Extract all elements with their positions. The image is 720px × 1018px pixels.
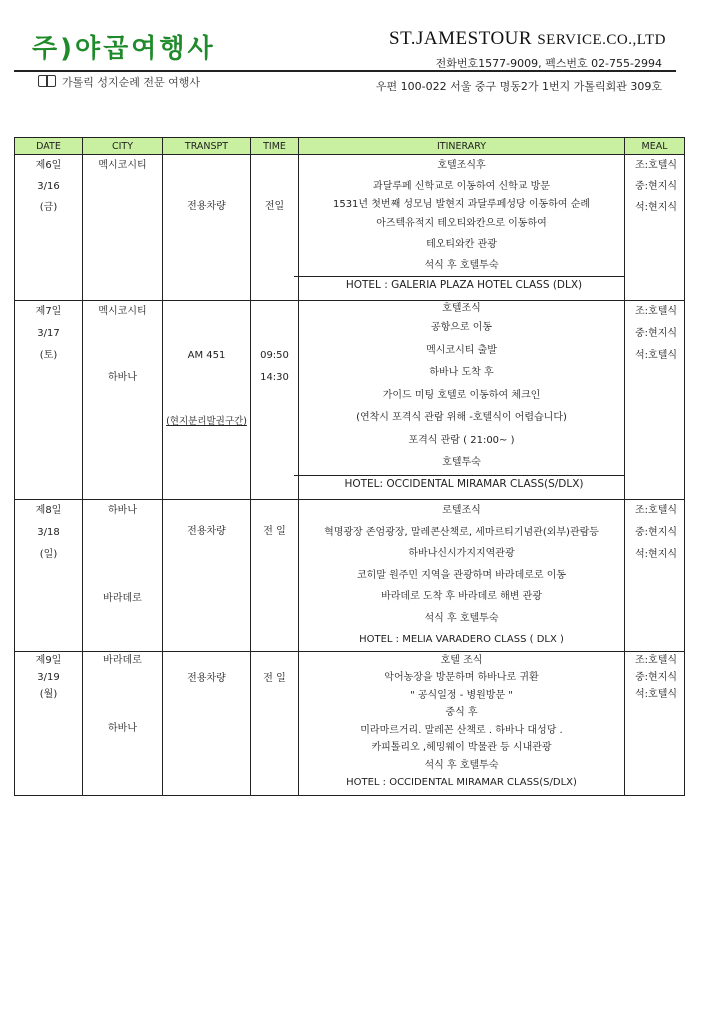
itinerary-line: 악어농장을 방문하며 하바나로 귀환 (384, 672, 539, 683)
header-transport: TRANSPT (163, 138, 251, 155)
date-cell (15, 301, 83, 500)
time-value: 전 일 (263, 672, 286, 684)
itinerary-line: 카피톨리오 ,헤밍웨이 박물관 등 시내관광 (371, 742, 552, 753)
itinerary-line: 호텔조식 (442, 303, 481, 314)
meal-dinner: 석:호텔식 (635, 688, 678, 700)
city-cell (83, 651, 163, 795)
city-name: 하바나 (108, 722, 137, 734)
date-day: 제8일 (35, 505, 62, 516)
itinerary-line: 석식 후 호텔투숙 (424, 759, 499, 771)
date-weekday: (토) (39, 350, 58, 361)
transport-value: 전용차량 (187, 201, 226, 212)
header-itinerary: ITINERARY (299, 138, 625, 155)
time-cell (251, 651, 299, 795)
time-cell (251, 500, 299, 652)
ticket-note: (현지분리발권구간) (166, 416, 247, 427)
meal-dinner: 석:현지식 (635, 202, 678, 213)
meal-cell (625, 651, 685, 795)
company-subtitle (38, 74, 200, 90)
flight-number: AM 451 (187, 350, 226, 361)
itinerary-line: 하바나 도착 후 (429, 367, 494, 378)
transport-cell (163, 651, 251, 795)
itinerary-line: 아즈텍유적지 테오티와칸으로 이동하여 (376, 218, 547, 229)
city-name: 하바나 (108, 372, 137, 383)
table-header-row (15, 138, 685, 155)
arrival-time: 14:30 (260, 372, 289, 383)
itinerary-cell (299, 500, 625, 652)
date-cell (15, 651, 83, 795)
date-day: 제7일 (35, 306, 62, 317)
meal-lunch: 중:현지식 (635, 671, 678, 683)
hotel-info: HOTEL: OCCIDENTAL MIRAMAR CLASS(S/DLX) (294, 475, 624, 492)
departure-time: 09:50 (260, 350, 289, 361)
table-row (15, 651, 685, 795)
meal-cell (625, 500, 685, 652)
itinerary-line: 로텔조식 (442, 505, 481, 516)
meal-lunch: 중:현지식 (635, 527, 678, 538)
meal-cell (625, 301, 685, 500)
company-logo: 주)야곱여행사 (32, 34, 216, 64)
itinerary-line: 공항으로 이동 (430, 322, 493, 333)
itinerary-line: 호텔 조식 (440, 654, 483, 666)
city-name: 멕시코시티 (98, 160, 147, 171)
header-meal: MEAL (625, 138, 685, 155)
date-date: 3/17 (37, 328, 60, 339)
time-value: 전 일 (263, 526, 286, 537)
itinerary-line: 과달루페 신학교로 이동하여 신학교 방문 (373, 181, 550, 192)
company-name-sub: SERVICE.CO.,LTD (537, 32, 666, 48)
header-date: DATE (15, 138, 83, 155)
meal-lunch: 중:현지식 (635, 328, 678, 339)
table-row (15, 155, 685, 301)
transport-cell (163, 155, 251, 301)
itinerary-line: 테오티와칸 관광 (426, 239, 497, 250)
meal-breakfast: 조:호텔식 (635, 160, 678, 171)
itinerary-line: " 공식일정 - 병원방문 " (410, 689, 513, 701)
time-value: 전일 (264, 201, 285, 212)
itinerary-line: 코히말 원주민 지역을 관광하며 바라데로로 이동 (356, 569, 567, 581)
city-name: 바라데로 (103, 654, 142, 666)
transport-cell (163, 500, 251, 652)
hotel-info: HOTEL : OCCIDENTAL MIRAMAR CLASS(S/DLX) (346, 777, 577, 788)
meal-breakfast: 조:호텔식 (635, 654, 678, 666)
meal-breakfast: 조:호텔식 (635, 306, 678, 317)
city-name: 멕시코시티 (98, 306, 147, 317)
header-time: TIME (251, 138, 299, 155)
itinerary-line: 석식 후 호텔투숙 (424, 260, 499, 271)
itinerary-table (14, 137, 685, 796)
itinerary-line: 호텔투숙 (442, 457, 481, 468)
itinerary-line: 1531년 첫번째 성모님 발현지 과달루페성당 이동하여 순례 (332, 199, 591, 210)
date-date: 3/18 (37, 527, 60, 538)
city-cell (83, 155, 163, 301)
transport-cell (163, 301, 251, 500)
table-row (15, 301, 685, 500)
company-name (389, 28, 666, 50)
date-weekday: (일) (39, 549, 58, 560)
date-weekday: (금) (39, 202, 58, 213)
itinerary-line: 미라마르거리. 말레꼰 산책로 . 하바나 대성당 . (360, 724, 563, 736)
meal-breakfast: 조:호텔식 (635, 505, 678, 516)
meal-dinner: 석:현지식 (635, 549, 678, 560)
itinerary-line: 가이드 미팅 호텔로 이동하여 체크인 (382, 389, 541, 401)
subtitle-text: 가톨릭 성지순례 전문 여행사 (62, 76, 201, 89)
meal-dinner: 석:호텔식 (635, 350, 678, 361)
book-icon (38, 75, 56, 87)
itinerary-line: 바라데로 도착 후 바라데로 해변 관광 (381, 591, 542, 602)
date-date: 3/19 (37, 671, 60, 683)
itinerary-line: 하바나신시가지지역관광 (408, 548, 515, 559)
table-row (15, 500, 685, 652)
date-cell (15, 155, 83, 301)
city-cell (83, 500, 163, 652)
itinerary-cell (299, 155, 625, 301)
itinerary-line: 중식 후 (445, 707, 478, 718)
date-day: 제9일 (35, 654, 62, 666)
hotel-info: HOTEL : MELIA VARADERO CLASS ( DLX ) (359, 634, 564, 645)
itinerary-cell (299, 651, 625, 795)
transport-value: 전용차량 (187, 672, 226, 684)
company-name-main: ST.JAMESTOUR (389, 28, 533, 49)
hotel-info: HOTEL : GALERIA PLAZA HOTEL CLASS (DLX) (294, 276, 624, 294)
itinerary-cell (299, 301, 625, 500)
meal-lunch: 중:현지식 (635, 181, 678, 192)
itinerary-line: 멕시코시티 출발 (426, 344, 497, 356)
itinerary-line: 석식 후 호텔투숙 (424, 612, 499, 624)
city-name: 바라데로 (103, 593, 142, 604)
address-line: 우편 100-022 서울 중구 명동2가 1번지 가톨릭회관 309호 (375, 80, 662, 93)
date-date: 3/16 (37, 181, 60, 192)
date-cell (15, 500, 83, 652)
date-day: 제6일 (35, 160, 62, 171)
meal-cell (625, 155, 685, 301)
city-cell (83, 301, 163, 500)
city-name: 하바나 (108, 505, 137, 516)
itinerary-line: (연착시 포격식 관람 위해 -호텔식이 어렵습니다) (356, 412, 567, 423)
phone-line: 전화번호1577-9009, 펙스번호 02-755-2994 (435, 57, 662, 70)
itinerary-line: 혁명광장 존엄광장, 말레콘산책로, 세마르티기념관(외부)관람등 (324, 526, 599, 538)
time-cell (251, 155, 299, 301)
itinerary-line: 호텔조식후 (437, 160, 486, 171)
date-weekday: (월) (39, 688, 58, 700)
time-cell (251, 301, 299, 500)
itinerary-line: 포격식 관람 ( 21:00~ ) (408, 434, 515, 446)
transport-value: 전용차량 (187, 526, 226, 537)
header-city: CITY (83, 138, 163, 155)
header-divider (14, 70, 676, 72)
